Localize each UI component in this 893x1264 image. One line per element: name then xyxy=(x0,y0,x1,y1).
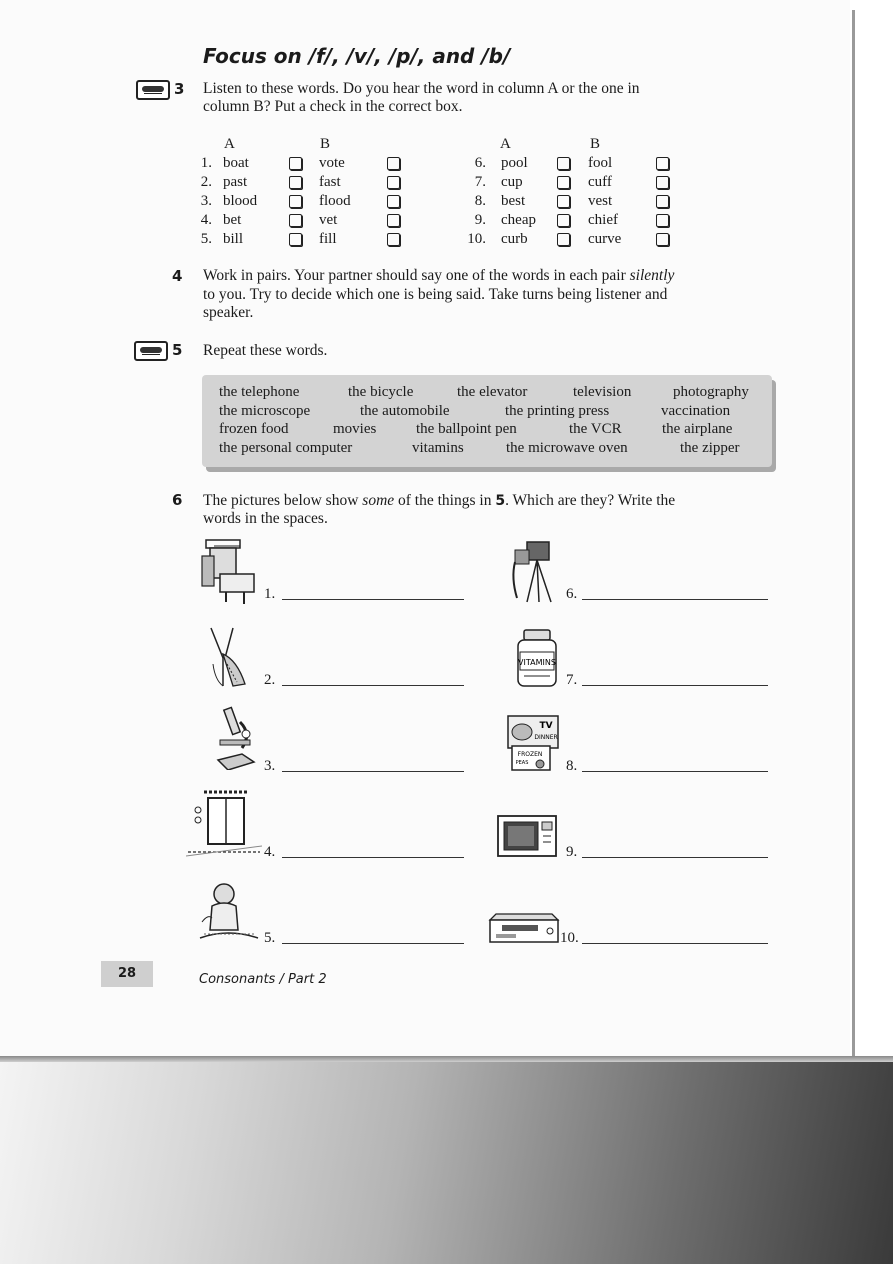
item-number: 2. xyxy=(264,672,276,688)
item-number: 10. xyxy=(560,930,579,946)
item-number: 1. xyxy=(264,586,276,602)
word-item: the VCR xyxy=(569,421,622,437)
word-b: vet xyxy=(319,212,338,228)
word-item: the telephone xyxy=(219,384,300,400)
item-number: 5. xyxy=(264,930,276,946)
item-number: 8. xyxy=(474,193,486,209)
word-item: the zipper xyxy=(680,440,740,456)
answer-blank[interactable] xyxy=(282,685,464,686)
answer-blank[interactable] xyxy=(282,599,464,600)
word-b: cuff xyxy=(588,174,612,190)
camera-picture xyxy=(505,538,563,606)
word-item: the printing press xyxy=(505,403,610,419)
word-item: movies xyxy=(333,421,377,437)
checkbox-a[interactable] xyxy=(557,214,570,227)
exercise-4-instruction-line1: Work in pairs. Your partner should say one of the words in each pair silently xyxy=(203,267,675,284)
vitamins-picture xyxy=(516,628,560,690)
column-b-header: B xyxy=(320,136,331,152)
exercise-3-instruction-line2: column B? Put a check in the correct box. xyxy=(203,98,463,115)
checkbox-a[interactable] xyxy=(289,176,302,189)
checkbox-a[interactable] xyxy=(557,195,570,208)
exercise-4-instruction-line2: to you. Try to decide which one is being said. Take turns being listener and xyxy=(203,286,668,303)
answer-blank[interactable] xyxy=(282,771,464,772)
elevator-picture xyxy=(186,788,262,858)
cassette-icon xyxy=(134,341,168,361)
checkbox-b[interactable] xyxy=(656,176,669,189)
checkbox-b[interactable] xyxy=(656,157,669,170)
word-item: the elevator xyxy=(457,384,528,400)
exercise-3-instruction-line1: Listen to these words. Do you hear the word in column A or the one in xyxy=(203,80,640,97)
item-number: 4. xyxy=(200,212,212,228)
answer-blank[interactable] xyxy=(582,771,768,772)
movies-picture xyxy=(198,878,260,944)
answer-blank[interactable] xyxy=(282,943,464,944)
exercise-6-number: 6 xyxy=(172,491,183,509)
microscope-picture xyxy=(212,704,258,770)
item-number: 3. xyxy=(264,758,276,774)
item-number: 6. xyxy=(474,155,486,171)
word-b: flood xyxy=(319,193,351,209)
word-item: the microwave oven xyxy=(506,440,628,456)
word-b: chief xyxy=(588,212,618,228)
item-number: 4. xyxy=(264,844,276,860)
scan-shadow xyxy=(0,1056,893,1264)
word-a: cheap xyxy=(501,212,536,228)
word-a: past xyxy=(223,174,248,190)
dinner-label: DINNER xyxy=(534,734,558,741)
exercise-5-instruction: Repeat these words. xyxy=(203,342,328,359)
word-item: the microscope xyxy=(219,403,311,419)
checkbox-b[interactable] xyxy=(387,176,400,189)
checkbox-a[interactable] xyxy=(557,176,570,189)
word-b: fill xyxy=(319,231,337,247)
checkbox-b[interactable] xyxy=(387,157,400,170)
page-number: 28 xyxy=(101,961,153,987)
item-number: 9. xyxy=(474,212,486,228)
word-b: fool xyxy=(588,155,613,171)
word-b: curve xyxy=(588,231,622,247)
exercise-4-instruction-line3: speaker. xyxy=(203,304,254,321)
vcr-picture xyxy=(488,910,560,946)
word-item: the personal computer xyxy=(219,440,353,456)
word-a: bet xyxy=(223,212,242,228)
printing-press-picture xyxy=(198,536,262,606)
column-a-header: A xyxy=(500,136,511,152)
tv-label: TV xyxy=(539,721,553,731)
item-number: 8. xyxy=(566,758,578,774)
checkbox-b[interactable] xyxy=(387,214,400,227)
item-number: 6. xyxy=(566,586,578,602)
item-number: 10. xyxy=(467,231,486,247)
zipper-picture xyxy=(203,624,255,690)
checkbox-b[interactable] xyxy=(656,214,669,227)
page-title: Focus on /f/, /v/, /p/, and /b/ xyxy=(203,44,511,68)
checkbox-a[interactable] xyxy=(557,157,570,170)
checkbox-a[interactable] xyxy=(289,157,302,170)
microwave-picture xyxy=(496,812,560,860)
peas-label: PEAS xyxy=(515,760,529,766)
checkbox-a[interactable] xyxy=(289,195,302,208)
word-a: pool xyxy=(501,155,528,171)
word-a: curb xyxy=(501,231,528,247)
word-b: fast xyxy=(319,174,341,190)
exercise-5-number: 5 xyxy=(172,341,183,359)
word-a: cup xyxy=(501,174,523,190)
item-number: 7. xyxy=(566,672,578,688)
word-b: vote xyxy=(319,155,345,171)
word-item: vitamins xyxy=(412,440,464,456)
vitamins-label: VITAMINS xyxy=(518,658,556,667)
item-number: 2. xyxy=(200,174,212,190)
checkbox-a[interactable] xyxy=(289,233,302,246)
word-a: bill xyxy=(223,231,244,247)
word-a: boat xyxy=(223,155,249,171)
answer-blank[interactable] xyxy=(582,685,768,686)
exercise-6-instruction-line1: The pictures below show some of the things in 5. Which are they? Write the xyxy=(203,492,676,509)
word-item: the airplane xyxy=(662,421,733,437)
answer-blank[interactable] xyxy=(582,599,768,600)
checkbox-a[interactable] xyxy=(289,214,302,227)
word-item: television xyxy=(573,384,632,400)
word-item: photography xyxy=(673,384,749,400)
exercise-4-number: 4 xyxy=(172,267,183,285)
footer-text: Consonants / Part 2 xyxy=(199,972,327,987)
checkbox-b[interactable] xyxy=(387,233,400,246)
item-number: 1. xyxy=(200,155,212,171)
answer-blank[interactable] xyxy=(582,857,768,858)
checkbox-b[interactable] xyxy=(656,233,669,246)
checkbox-b[interactable] xyxy=(387,195,400,208)
cassette-icon xyxy=(136,80,170,100)
item-number: 3. xyxy=(200,193,212,209)
page-spine xyxy=(852,10,855,1058)
checkbox-a[interactable] xyxy=(557,233,570,246)
word-b: vest xyxy=(588,193,613,209)
answer-blank[interactable] xyxy=(282,857,464,858)
frozen-food-picture xyxy=(500,714,562,774)
word-item: the ballpoint pen xyxy=(416,421,517,437)
item-number: 9. xyxy=(566,844,578,860)
column-b-header: B xyxy=(590,136,601,152)
word-item: frozen food xyxy=(219,421,289,437)
checkbox-b[interactable] xyxy=(656,195,669,208)
exercise-6-instruction-line2: words in the spaces. xyxy=(203,510,328,527)
frozen-label: FROZEN xyxy=(517,751,543,758)
word-a: best xyxy=(501,193,526,209)
answer-blank[interactable] xyxy=(582,943,768,944)
column-a-header: A xyxy=(224,136,235,152)
word-a: blood xyxy=(223,193,258,209)
exercise-3-number: 3 xyxy=(174,80,185,98)
word-item: vaccination xyxy=(661,403,731,419)
item-number: 7. xyxy=(474,174,486,190)
word-item: the automobile xyxy=(360,403,450,419)
item-number: 5. xyxy=(200,231,212,247)
word-item: the bicycle xyxy=(348,384,414,400)
